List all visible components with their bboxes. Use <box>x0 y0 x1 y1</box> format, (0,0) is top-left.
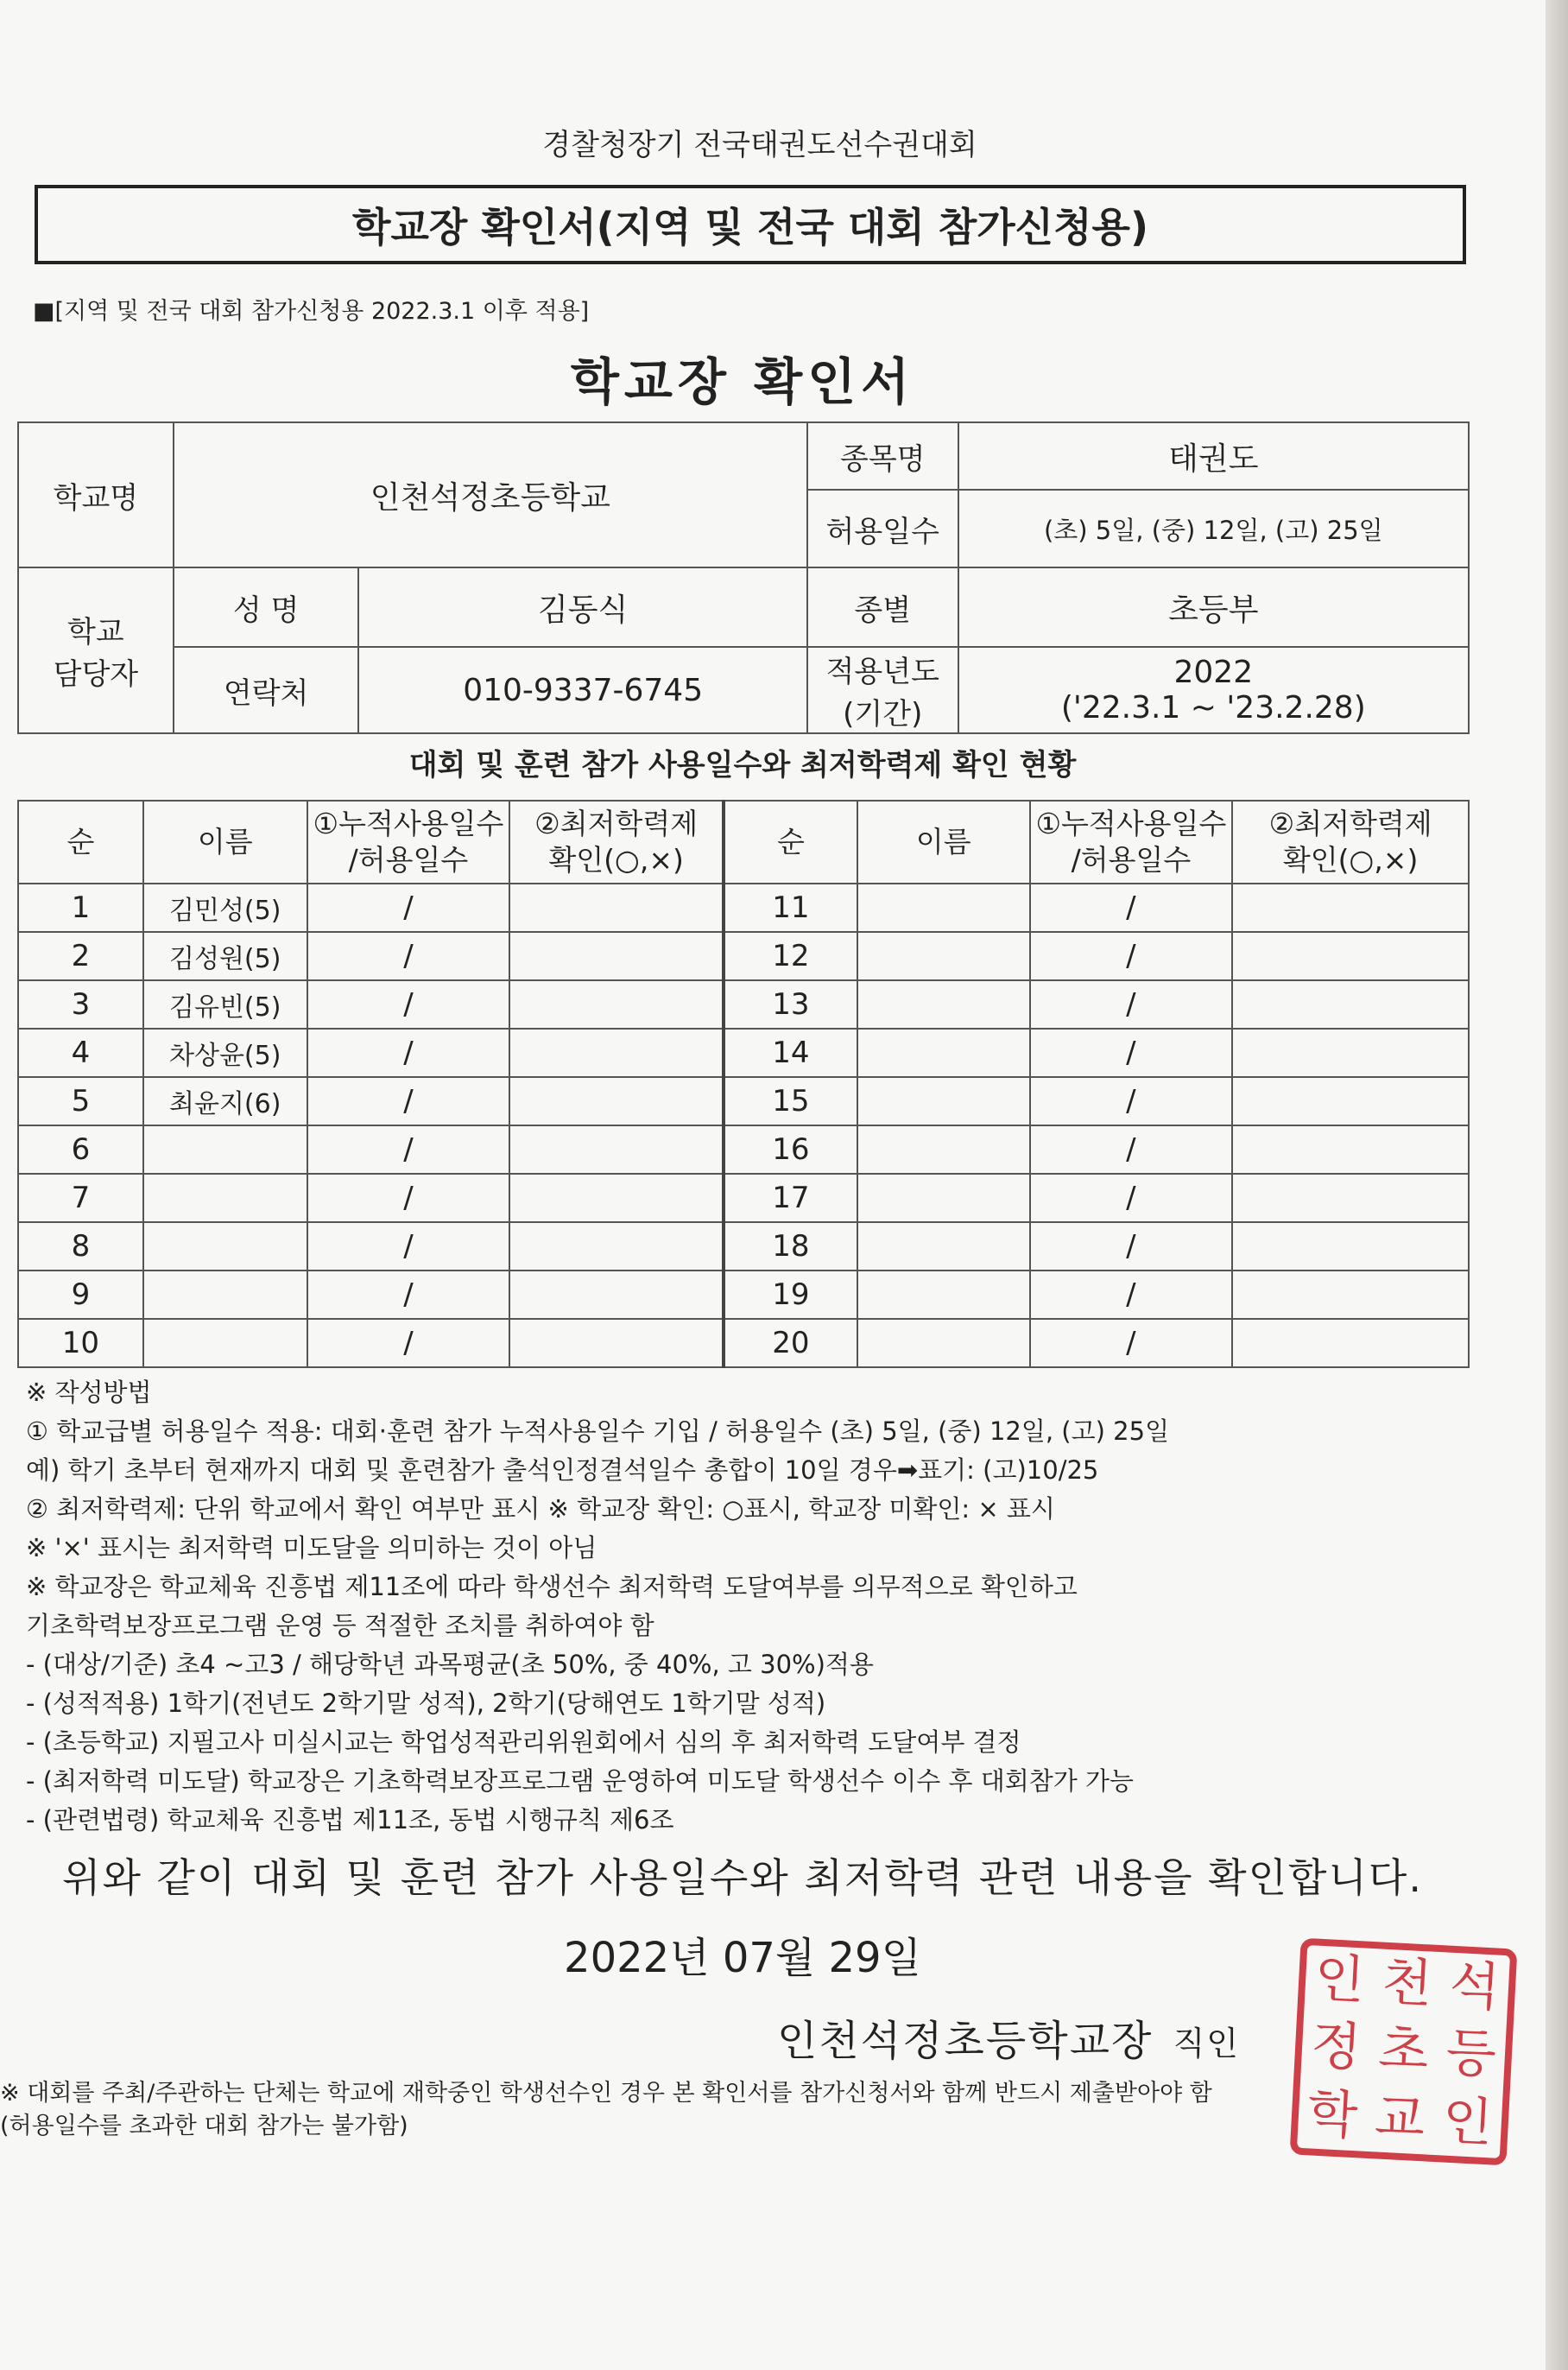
sport-label: 종목명 <box>807 422 958 490</box>
academic-cell <box>509 1125 724 1174</box>
days-cell: / <box>1030 1077 1233 1125</box>
name-cell <box>857 932 1030 980</box>
name-cell <box>857 1222 1030 1271</box>
form-title: 학교장 확인서(지역 및 전국 대회 참가신청용) <box>352 204 1148 250</box>
header-no: 순 <box>724 801 857 884</box>
year-value: 2022 <box>1173 655 1254 690</box>
days-cell: / <box>1030 932 1233 980</box>
table-row <box>18 980 1469 1029</box>
sport-value: 태권도 <box>958 422 1469 490</box>
academic-cell <box>509 980 724 1029</box>
guide-line: - (성적적용) 1학기(전년도 2학기말 성적), 2학기(당해연도 1학기말 성적) <box>26 1689 826 1718</box>
name-cell <box>857 1125 1030 1174</box>
days-cell: / <box>307 1319 510 1367</box>
academic-cell <box>509 1222 724 1271</box>
seal-glyph: 학 <box>1306 2082 1360 2146</box>
days-cell: / <box>307 884 510 932</box>
official-seal <box>1290 1938 1518 2166</box>
seal-glyph: 초 <box>1376 2018 1431 2082</box>
name-cell: 김성원(5) <box>143 932 307 980</box>
table-row <box>18 932 1469 980</box>
seal-glyph: 교 <box>1373 2087 1427 2151</box>
days-cell: / <box>307 1174 510 1222</box>
guide-line: - (관련법령) 학교체육 진흥법 제11조, 동법 시행규칙 제6조 <box>26 1805 674 1835</box>
table-row <box>18 1077 1469 1125</box>
days-cell: / <box>307 1222 510 1271</box>
no-cell: 6 <box>18 1125 143 1174</box>
academic-cell <box>509 1077 724 1125</box>
header-name: 이름 <box>857 801 1030 884</box>
days-cell: / <box>307 1029 510 1077</box>
seal-glyph: 석 <box>1448 1955 1502 2018</box>
contact-value: 010-9337-6745 <box>358 647 806 733</box>
no-cell: 2 <box>18 932 143 980</box>
no-cell: 13 <box>724 980 857 1029</box>
paper-edge <box>1546 0 1568 2370</box>
confirmation-statement: 위와 같이 대회 및 훈련 참가 사용일수와 최저학력 관련 내용을 확인합니다. <box>62 1854 1423 1901</box>
status-heading: 대회 및 훈련 참가 사용일수와 최저학력제 확인 현황 <box>408 748 1077 783</box>
manager-label: 학교 담당자 <box>18 567 174 733</box>
name-cell: 김유빈(5) <box>143 980 307 1029</box>
name-cell <box>857 1319 1030 1367</box>
academic-cell <box>1232 1271 1469 1319</box>
seal-glyph: 인 <box>1440 2090 1495 2154</box>
header-no: 순 <box>18 801 143 884</box>
year-label: 적용년도 (기간) <box>807 647 958 733</box>
seal-label: 직인 <box>1173 2025 1241 2063</box>
no-cell: 1 <box>18 884 143 932</box>
seal-glyph: 인 <box>1312 1948 1367 2012</box>
header-days: ①누적사용일수 /허용일수 <box>307 801 510 884</box>
period-value: ('22.3.1 ~ '23.2.28) <box>1060 690 1366 726</box>
footnote-line: (허용일수를 초과한 대회 참가는 불가함) <box>0 2113 408 2139</box>
form-title-box <box>35 185 1466 264</box>
days-cell: / <box>307 980 510 1029</box>
days-cell: / <box>1030 1029 1233 1077</box>
no-cell: 12 <box>724 932 857 980</box>
name-cell <box>143 1125 307 1174</box>
issue-date: 2022년 07월 29일 <box>564 1934 921 1982</box>
academic-cell <box>1232 884 1469 932</box>
allowed-days-label: 허용일수 <box>807 490 958 567</box>
days-cell: / <box>307 1125 510 1174</box>
no-cell: 20 <box>724 1319 857 1367</box>
no-cell: 18 <box>724 1222 857 1271</box>
academic-cell <box>509 932 724 980</box>
manager-name: 김동식 <box>358 567 806 647</box>
name-cell <box>857 884 1030 932</box>
footnote-line: ※ 대회를 주최/주관하는 단체는 학교에 재학중인 학생선수인 경우 본 확인서를 참가신청서와 함께 반드시 제출받아야 함 <box>0 2080 1212 2107</box>
table-row <box>18 1029 1469 1077</box>
header-academic: ②최저학력제 확인(○,×) <box>509 801 724 884</box>
table-row <box>18 1174 1469 1222</box>
seal-glyph: 등 <box>1445 2022 1498 2086</box>
days-cell: / <box>1030 1319 1233 1367</box>
no-cell: 7 <box>18 1174 143 1222</box>
table-row <box>18 1319 1469 1367</box>
name-cell <box>143 1222 307 1271</box>
academic-cell <box>1232 1319 1469 1367</box>
days-cell: / <box>307 1077 510 1125</box>
name-cell <box>143 1319 307 1367</box>
no-cell: 3 <box>18 980 143 1029</box>
academic-cell <box>509 1271 724 1319</box>
name-cell <box>857 1271 1030 1319</box>
academic-cell <box>1232 1125 1469 1174</box>
days-cell: / <box>1030 1271 1233 1319</box>
no-cell: 11 <box>724 884 857 932</box>
applicability-note: ■[지역 및 전국 대회 참가신청용 2022.3.1 이후 적용] <box>33 298 590 325</box>
contact-label: 연락처 <box>174 647 359 733</box>
academic-cell <box>1232 932 1469 980</box>
footnote <box>0 2077 1212 2143</box>
no-cell: 17 <box>724 1174 857 1222</box>
no-cell: 15 <box>724 1077 857 1125</box>
seal-glyph: 정 <box>1309 2015 1363 2079</box>
guide-line: ※ '×' 표시는 최저학력 미도달을 의미하는 것이 아님 <box>26 1533 597 1562</box>
academic-cell <box>1232 1077 1469 1125</box>
name-cell <box>857 1029 1030 1077</box>
year-cell <box>958 647 1469 733</box>
division-label: 종별 <box>807 567 958 647</box>
academic-cell <box>1232 1029 1469 1077</box>
division-value: 초등부 <box>958 567 1469 647</box>
days-cell: / <box>307 1271 510 1319</box>
table-row <box>18 1271 1469 1319</box>
name-cell <box>143 1271 307 1319</box>
days-cell: / <box>1030 884 1233 932</box>
allowed-days-value: (초) 5일, (중) 12일, (고) 25일 <box>958 490 1469 567</box>
guide-line: 예) 학기 초부터 현재까지 대회 및 훈련참가 출석인정결석일수 총합이 10일 경우➡표기: (고)10/25 <box>26 1455 1099 1485</box>
days-cell: / <box>1030 1222 1233 1271</box>
name-cell: 최윤지(6) <box>143 1077 307 1125</box>
academic-cell <box>1232 980 1469 1029</box>
academic-cell <box>509 1319 724 1367</box>
no-cell: 8 <box>18 1222 143 1271</box>
name-cell: 김민성(5) <box>143 884 307 932</box>
days-cell: / <box>1030 980 1233 1029</box>
guide-line: 기초학력보장프로그램 운영 등 적절한 조치를 취하여야 함 <box>26 1611 654 1640</box>
guide-line: - (최저학력 미도달) 학교장은 기초학력보장프로그램 운영하여 미도달 학생선수 이수 후 대회참가 가능 <box>26 1766 1135 1796</box>
no-cell: 4 <box>18 1029 143 1077</box>
no-cell: 10 <box>18 1319 143 1367</box>
table-row <box>18 1222 1469 1271</box>
no-cell: 14 <box>724 1029 857 1077</box>
guide-line: ※ 학교장은 학교체육 진흥법 제11조에 따라 학생선수 최저학력 도달여부를 의무적으로 확인하고 <box>26 1572 1078 1601</box>
guide-line: ② 최저학력제: 단위 학교에서 확인 여부만 표시 ※ 학교장 확인: ○표시, 학교장 미확인: × 표시 <box>26 1494 1055 1524</box>
info-table <box>17 421 1470 734</box>
name-cell <box>143 1174 307 1222</box>
guide-line: - (대상/기준) 초4 ~고3 / 해당학년 과목평균(초 50%, 중 40%, 고 30%)적용 <box>26 1650 874 1679</box>
seal-glyph: 천 <box>1380 1951 1434 2015</box>
main-title: 학교장 확인서 <box>570 352 915 411</box>
header-days: ①누적사용일수 /허용일수 <box>1030 801 1233 884</box>
table-row <box>18 884 1469 932</box>
principal-signature <box>777 2007 1240 2067</box>
athlete-table <box>17 800 1470 1368</box>
name-cell: 차상윤(5) <box>143 1029 307 1077</box>
table-row <box>18 1125 1469 1174</box>
days-cell: / <box>1030 1174 1233 1222</box>
guide-line: - (초등학교) 지필고사 미실시교는 학업성적관리위원회에서 심의 후 최저학력 도달여부 결정 <box>26 1727 1021 1757</box>
principal-name: 인천석정초등학교장 <box>777 2017 1154 2065</box>
academic-cell <box>1232 1174 1469 1222</box>
days-cell: / <box>1030 1125 1233 1174</box>
name-label: 성 명 <box>174 567 359 647</box>
name-cell <box>857 980 1030 1029</box>
event-title: 경찰청장기 전국태권도선수권대회 <box>542 128 977 162</box>
name-cell <box>857 1077 1030 1125</box>
school-name: 인천석정초등학교 <box>174 422 807 567</box>
header-name: 이름 <box>143 801 307 884</box>
no-cell: 16 <box>724 1125 857 1174</box>
no-cell: 19 <box>724 1271 857 1319</box>
academic-cell <box>509 1174 724 1222</box>
academic-cell <box>509 1029 724 1077</box>
days-cell: / <box>307 932 510 980</box>
guide-line: ① 학교급별 허용일수 적용: 대회·훈련 참가 누적사용일수 기입 / 허용일수 (초) 5일, (중) 12일, (고) 25일 <box>26 1416 1170 1446</box>
academic-cell <box>509 884 724 932</box>
writing-guide <box>26 1373 1494 1840</box>
academic-cell <box>1232 1222 1469 1271</box>
header-academic: ②최저학력제 확인(○,×) <box>1232 801 1469 884</box>
school-label: 학교명 <box>18 422 174 567</box>
no-cell: 5 <box>18 1077 143 1125</box>
guide-line: ※ 작성방법 <box>26 1378 152 1407</box>
name-cell <box>857 1174 1030 1222</box>
no-cell: 9 <box>18 1271 143 1319</box>
